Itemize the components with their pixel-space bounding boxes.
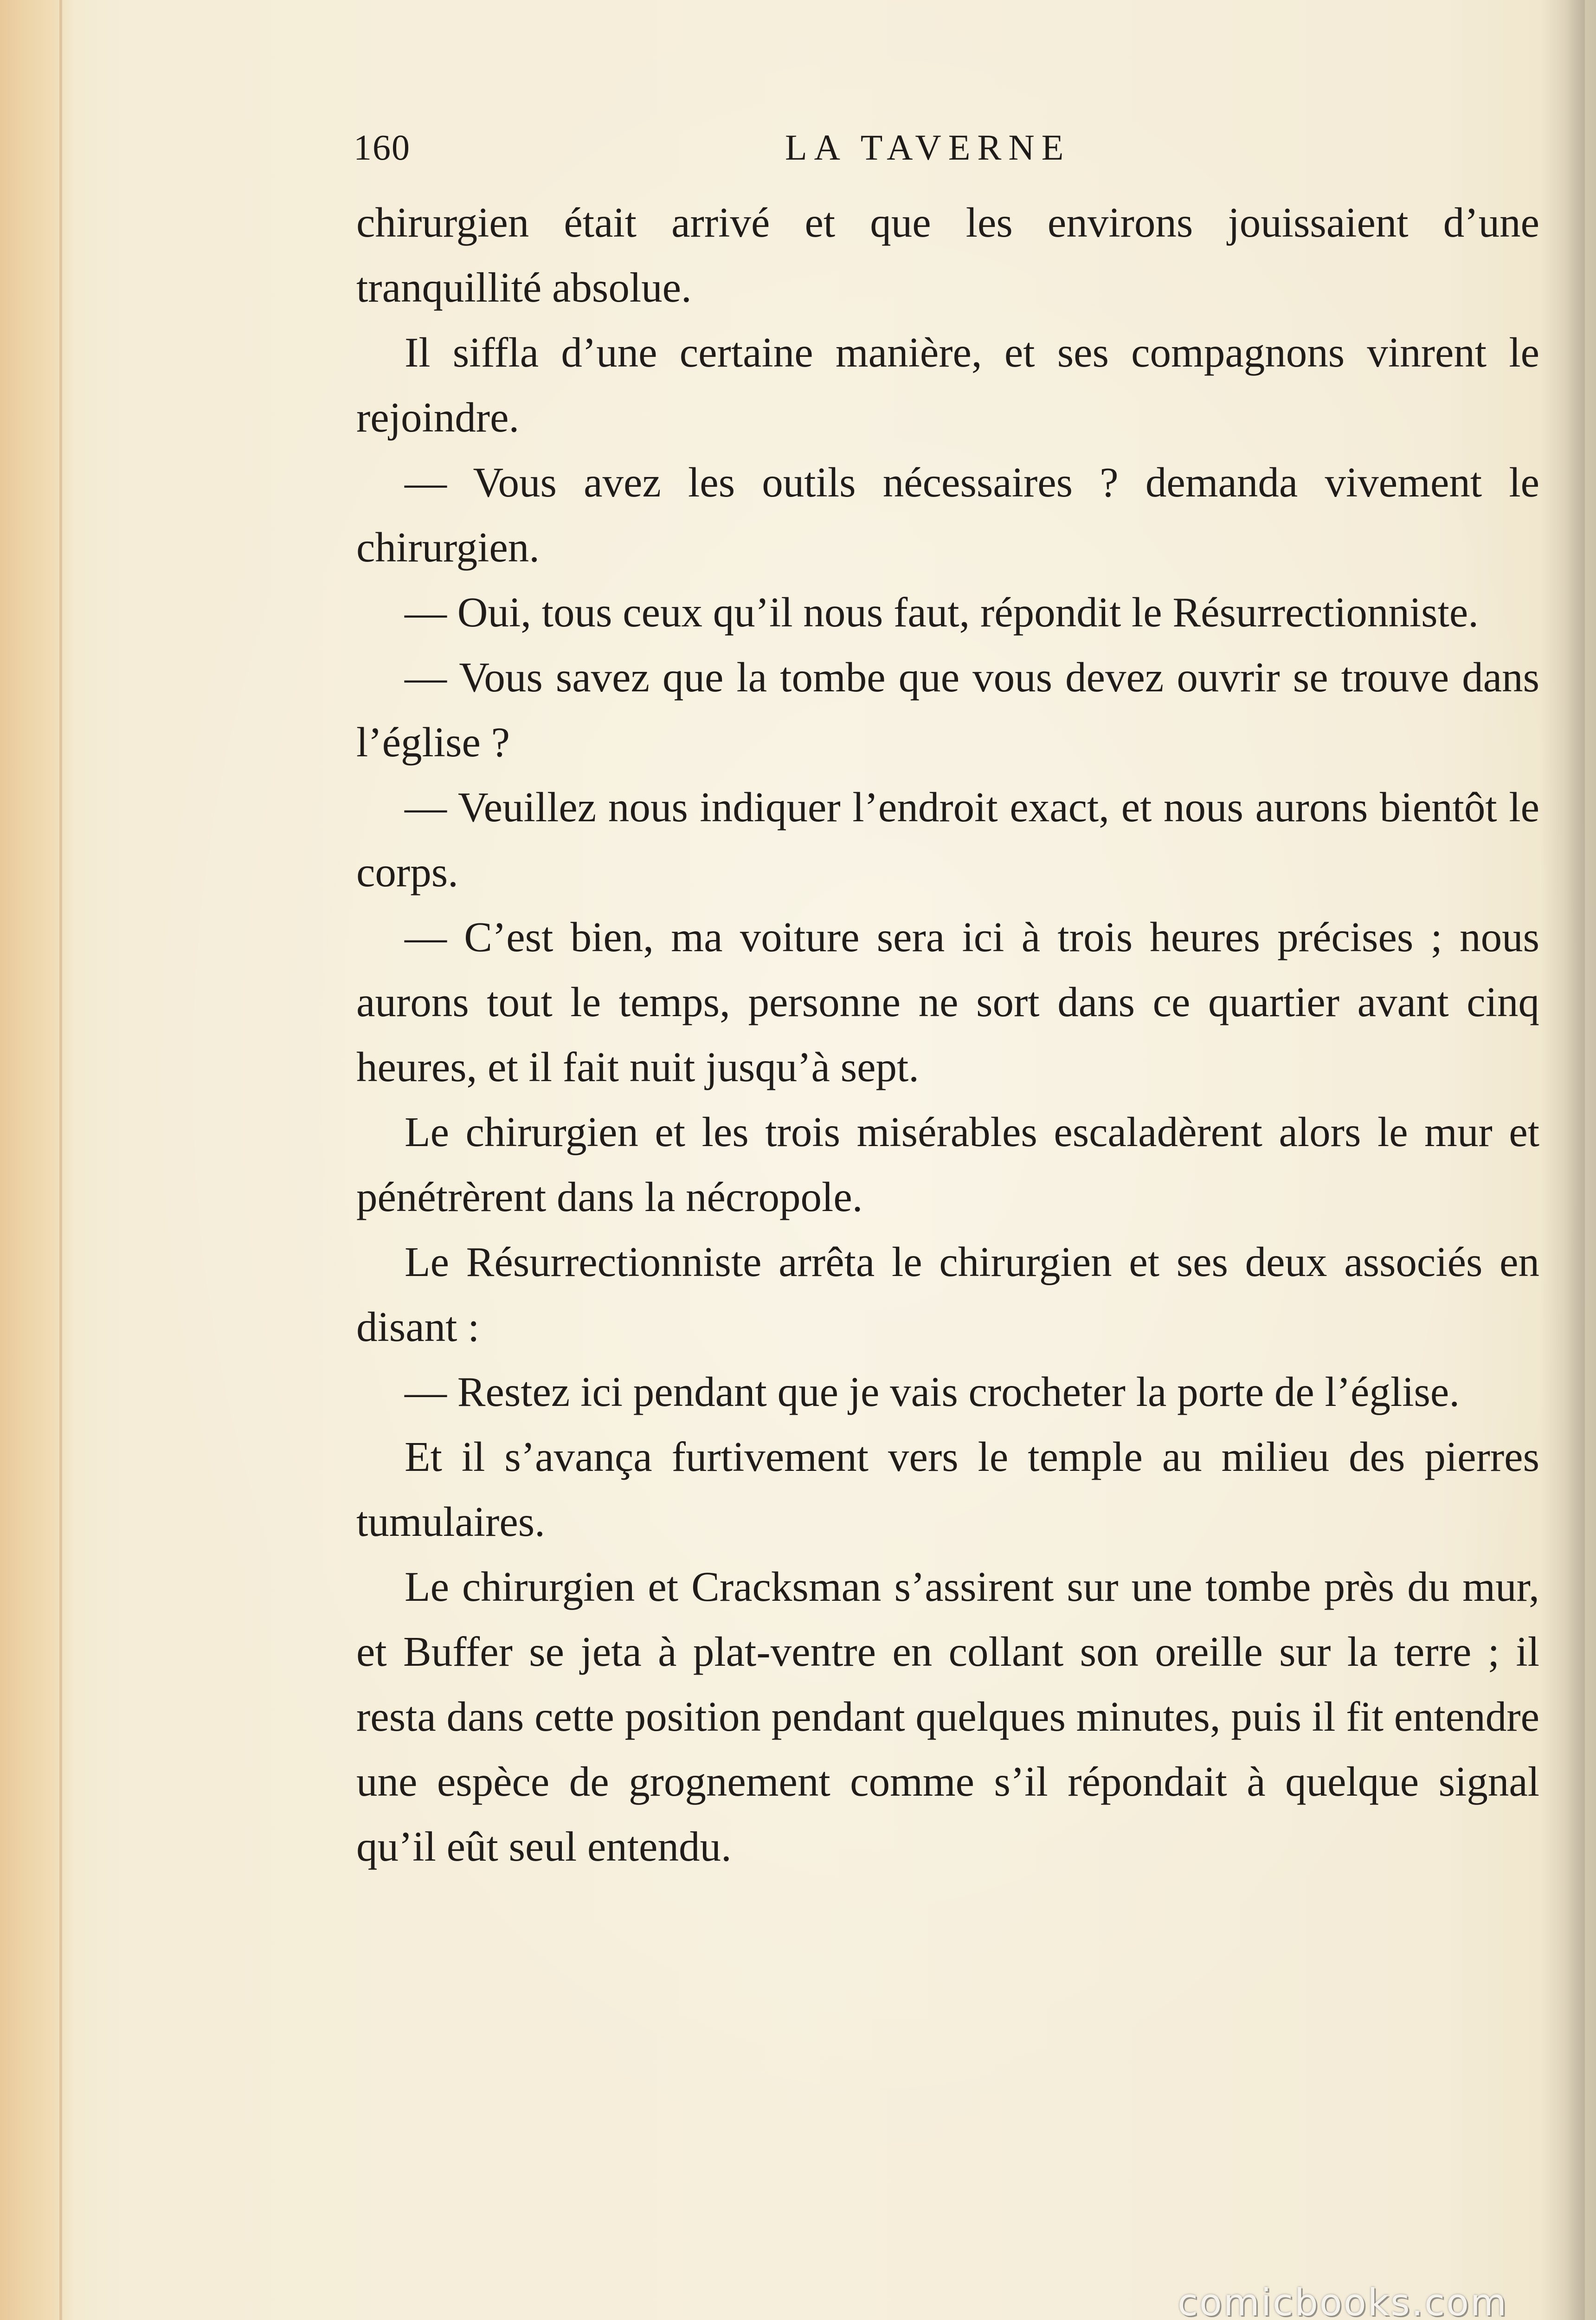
paragraph-9: Le Résurrectionniste arrêta le chirurgien et ses deux associés en disant : <box>356 1238 1539 1350</box>
running-title: LA TAVERNE <box>785 127 1071 168</box>
paragraph-3: — Vous avez les outils nécessaires ? demanda vivement le chirurgien. <box>356 459 1539 571</box>
paragraph-11: Et il s’avança furtivement vers le temple au milieu des pierres tumulaires. <box>356 1433 1539 1545</box>
watermark: comicbooks.com <box>1178 2281 1508 2320</box>
body-text <box>356 190 1539 1879</box>
paragraph-8: Le chirurgien et les trois misérables escaladèrent alors le mur et pénétrèrent dans la nécropole. <box>356 1108 1539 1220</box>
paragraph-4: — Oui, tous ceux qu’il nous faut, répondit le Résurrectionniste. <box>405 589 1479 636</box>
paragraph-6: — Veuillez nous indiquer l’endroit exact, et nous aurons bientôt le corps. <box>356 784 1539 896</box>
paragraph-10: — Restez ici pendant que je vais crocheter la porte de l’église. <box>405 1368 1460 1415</box>
running-header <box>354 120 1541 175</box>
paragraph-12: Le chirurgien et Cracksman s’assirent sur une tombe près du mur, et Buffer se jeta à plat-ventre en collant son oreille sur la terre ; il resta dans cette position pendant quelques minutes, puis il fit entendre une espèce de grognement comme s’il répondait à quelque signal qu’il eût seul entendu. <box>356 1563 1539 1870</box>
paragraph-7: — C’est bien, ma voiture sera ici à trois heures précises ; nous aurons tout le temps, personne ne sort dans ce quartier avant cinq heures, et il fait nuit jusqu’à sept. <box>356 914 1539 1090</box>
page-edge-right-dark <box>1564 0 1585 2320</box>
page-number: 160 <box>354 127 411 168</box>
paragraph-2: Il siffla d’une certaine manière, et ses compagnons vinrent le rejoindre. <box>356 329 1539 441</box>
paragraph-1: chirurgien était arrivé et que les environs jouissaient d’une tranquillité absolue. <box>356 199 1539 311</box>
paragraph-5: — Vous savez que la tombe que vous devez ouvrir se trouve dans l’église ? <box>356 654 1539 766</box>
page-edge-left <box>0 0 74 2320</box>
binding-line <box>59 0 62 2320</box>
